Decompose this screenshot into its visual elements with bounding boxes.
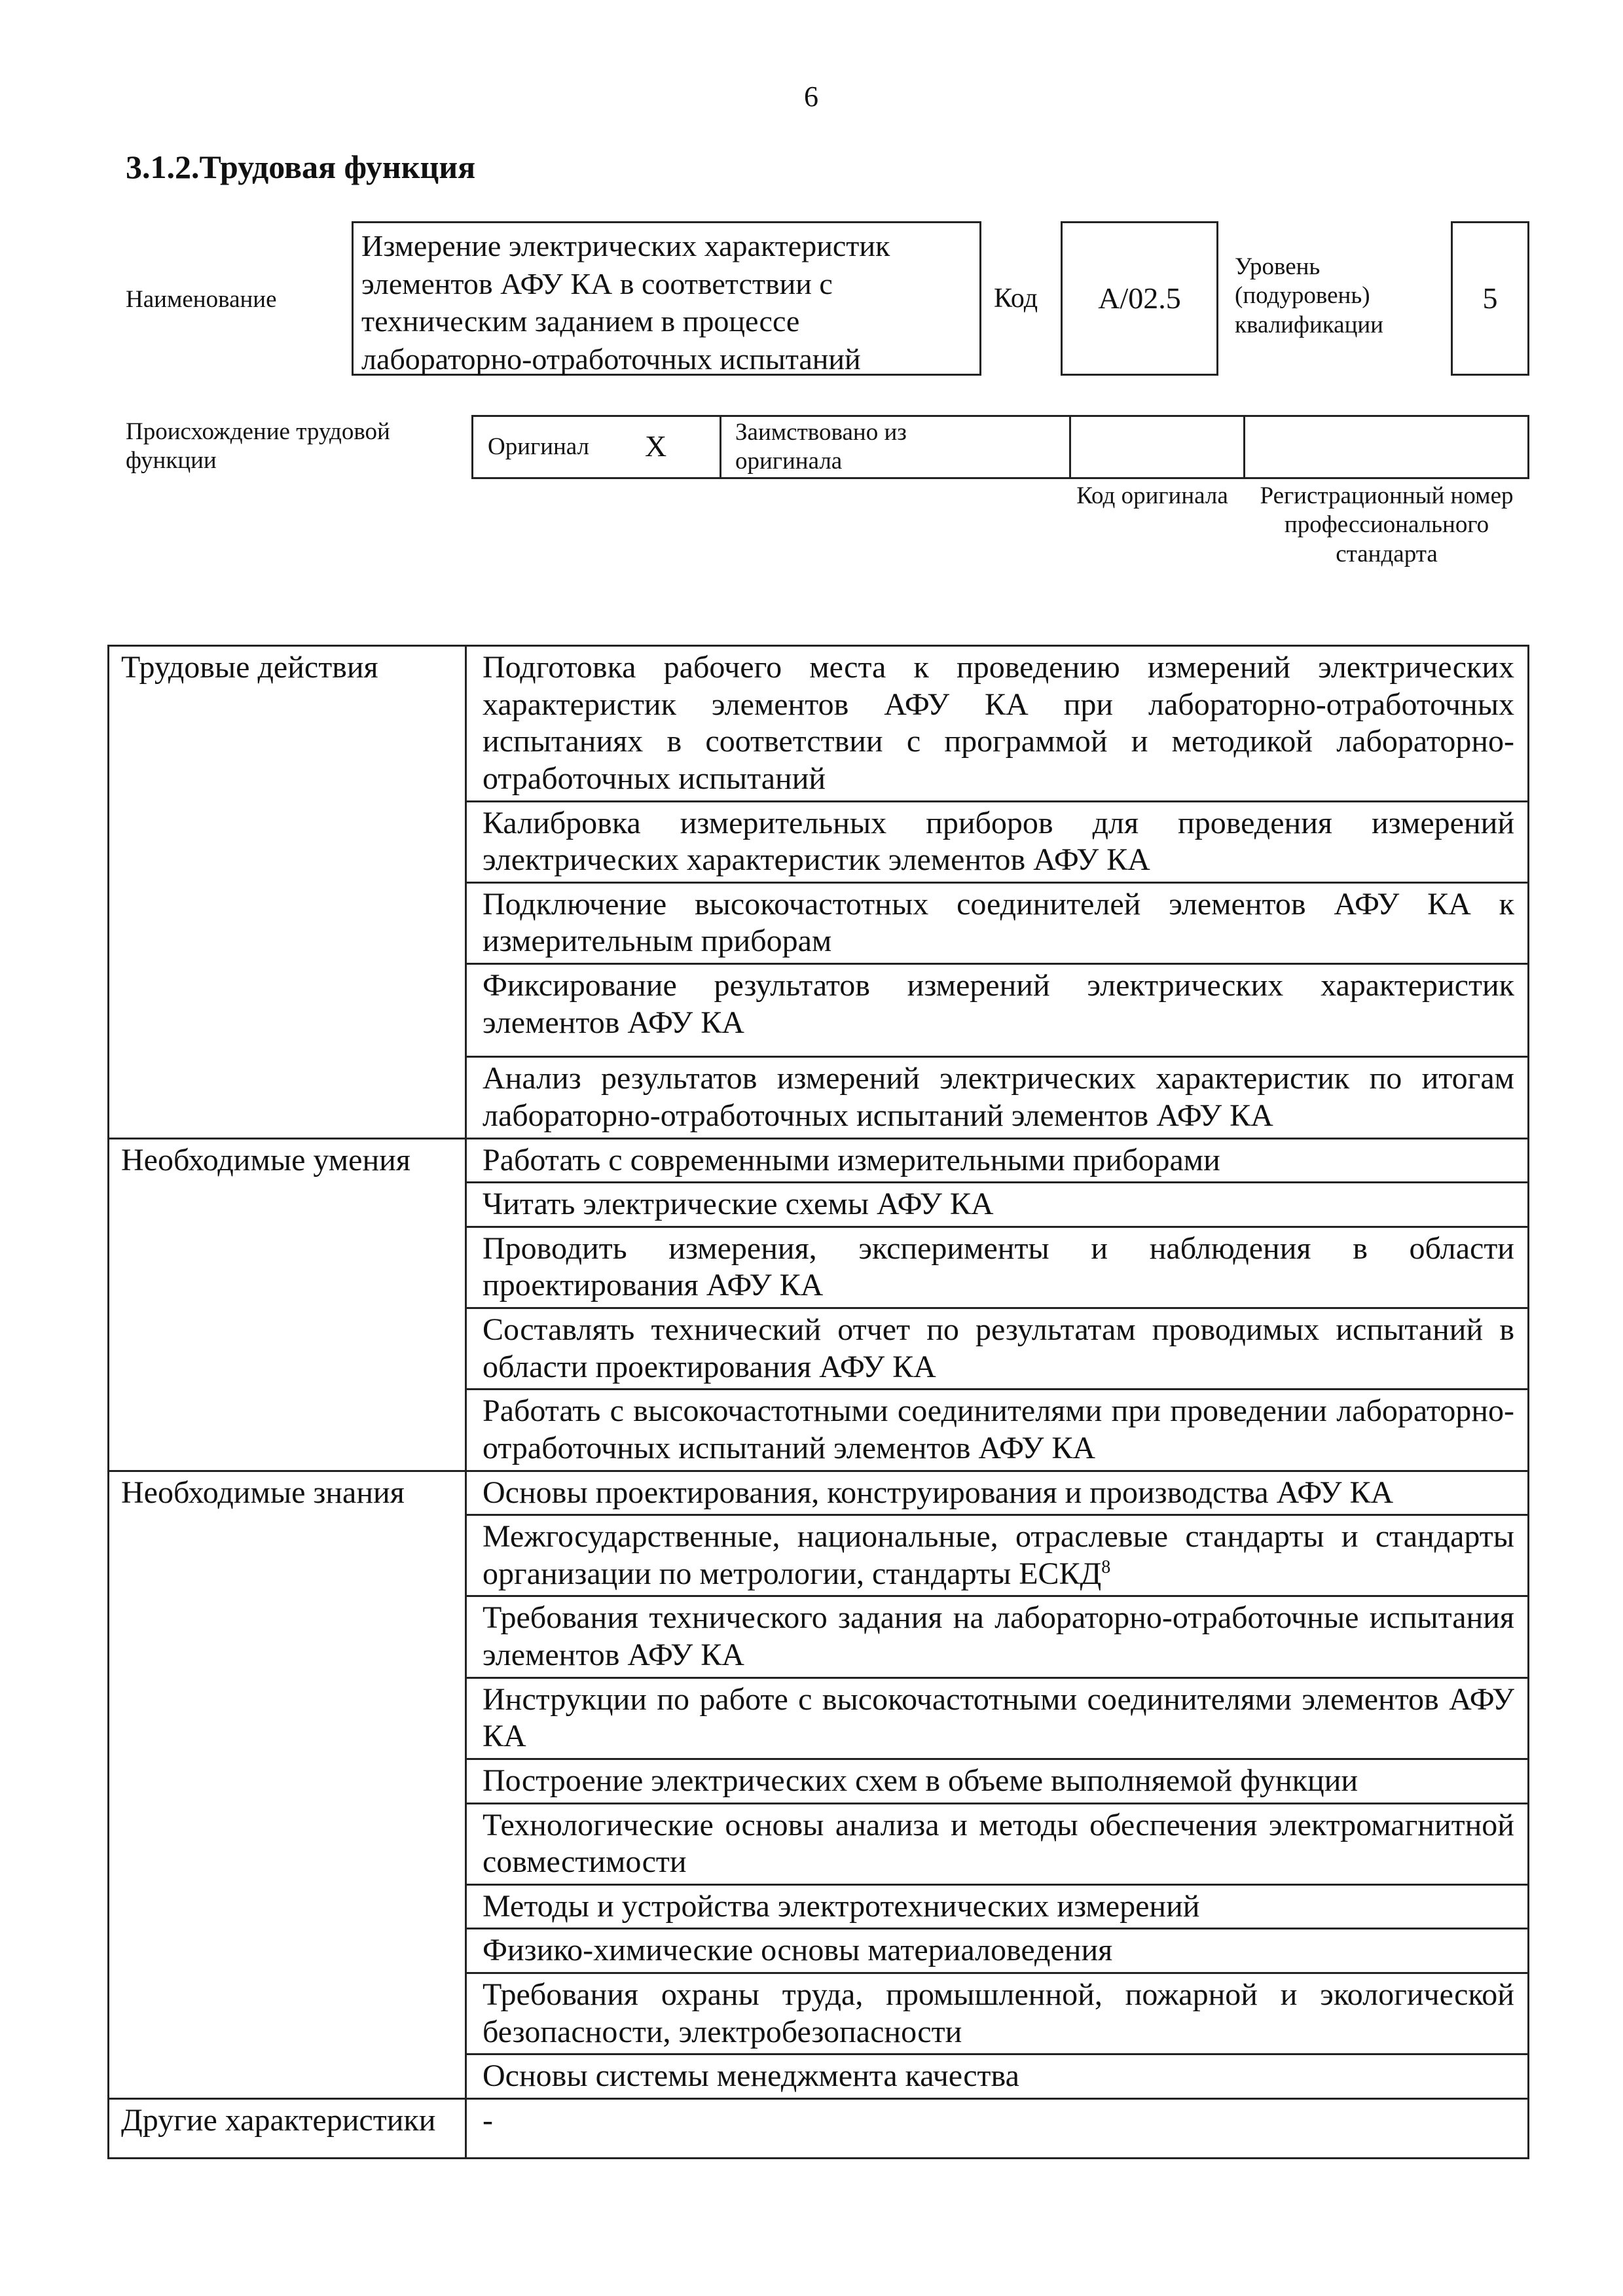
category-cell: Необходимые знания — [109, 1471, 466, 2098]
original-mark: X — [645, 429, 667, 463]
table-row — [109, 1471, 1529, 1515]
table-cell: Анализ результатов измерений электрических характеристик по итогам лабораторно-отработочных испытаний элементов АФУ КА — [466, 1057, 1529, 1138]
table-cell: Работать с современными измерительными приборами — [466, 1138, 1529, 1183]
table-cell — [466, 1515, 1529, 1596]
table-cell: Основы проектирования, конструирования и производства АФУ КА — [466, 1471, 1529, 1515]
category-cell: Другие характеристики — [109, 2098, 466, 2158]
table-cell: Технологические основы анализа и методы обеспечения электромагнитной совместимости — [466, 1803, 1529, 1884]
level-box — [1451, 221, 1529, 376]
table-cell: Методы и устройства электротехнических измерений — [466, 1884, 1529, 1929]
borrowed-label: Заимствовано из оригинала — [735, 419, 907, 475]
origin-table — [471, 415, 1529, 479]
table-cell: Подключение высокочастотных соединителей элементов АФУ КА к измерительным приборам — [466, 882, 1529, 963]
table-cell: Калибровка измерительных приборов для проведения измерений электрических характеристик элементов АФУ КА — [466, 801, 1529, 882]
code-label: Код — [994, 283, 1038, 314]
origin-label: Происхождение трудовой функции — [126, 418, 390, 475]
divider — [1069, 417, 1071, 477]
code-original-caption: Код оригинала — [1076, 482, 1228, 509]
function-name-box — [352, 221, 981, 376]
table-cell: Инструкции по работе с высокочастотными соединителями элементов АФУ КА — [466, 1677, 1529, 1759]
table-cell: Проводить измерения, эксперименты и наблюдения в области проектирования АФУ КА — [466, 1227, 1529, 1308]
level-value: 5 — [1482, 281, 1498, 315]
table-cell: Требования технического задания на лабораторно-отработочные испытания элементов АФУ КА — [466, 1596, 1529, 1677]
table-cell: Основы системы менеджмента качества — [466, 2054, 1529, 2099]
divider — [1243, 417, 1245, 477]
table-cell: Читать электрические схемы АФУ КА — [466, 1183, 1529, 1227]
table-cell: Составлять технический отчет по результатам проводимых испытаний в области проектирования АФУ КА — [466, 1308, 1529, 1390]
table-row — [109, 1138, 1529, 1183]
category-cell: Необходимые умения — [109, 1138, 466, 1471]
table-row — [109, 2098, 1529, 2158]
table-cell: Фиксирование результатов измерений электрических характеристик элементов АФУ КА — [466, 964, 1529, 1057]
section-title: 3.1.2.Трудовая функция — [126, 149, 476, 185]
level-label: Уровень (подуровень) квалификации — [1235, 253, 1383, 338]
table-row — [109, 646, 1529, 802]
code-box — [1061, 221, 1218, 376]
table-cell: Построение электрических схем в объеме выполняемой функции — [466, 1759, 1529, 1803]
divider — [720, 417, 721, 477]
table-cell-text: Межгосударственные, национальные, отраслевые стандарты и стандарты организации по метрологии, стандарты ЕСКД — [483, 1519, 1514, 1591]
table-cell: Требования охраны труда, промышленной, пожарной и экологической безопасности, электробезопасности — [466, 1973, 1529, 2054]
registration-caption: Регистрационный номер профессионального стандарта — [1260, 482, 1514, 567]
requirements-table — [107, 645, 1529, 2159]
function-name-value: Измерение электрических характеристик элементов АФУ КА в соответствии с техническим заданием в процессе лабораторно-отработочных испытаний — [361, 229, 890, 376]
table-cell: Физико-химические основы материаловедения — [466, 1929, 1529, 1973]
code-value: А/02.5 — [1098, 281, 1181, 315]
table-cell: Подготовка рабочего места к проведению измерений электрических характеристик элементов АФУ КА при лабораторно-отработочных испытаниях в соответствии с программой и методикой лабораторно-отработочных испытаний — [466, 646, 1529, 802]
table-cell: Работать с высокочастотными соединителями при проведении лабораторно-отработочных испытаний элементов АФУ КА — [466, 1390, 1529, 1471]
page-number: 6 — [804, 81, 818, 113]
category-cell: Трудовые действия — [109, 646, 466, 1139]
table-cell: - — [466, 2098, 1529, 2158]
original-label: Оригинал — [488, 433, 590, 460]
footnote-mark: 8 — [1101, 1556, 1111, 1577]
name-label: Наименование — [126, 286, 277, 313]
